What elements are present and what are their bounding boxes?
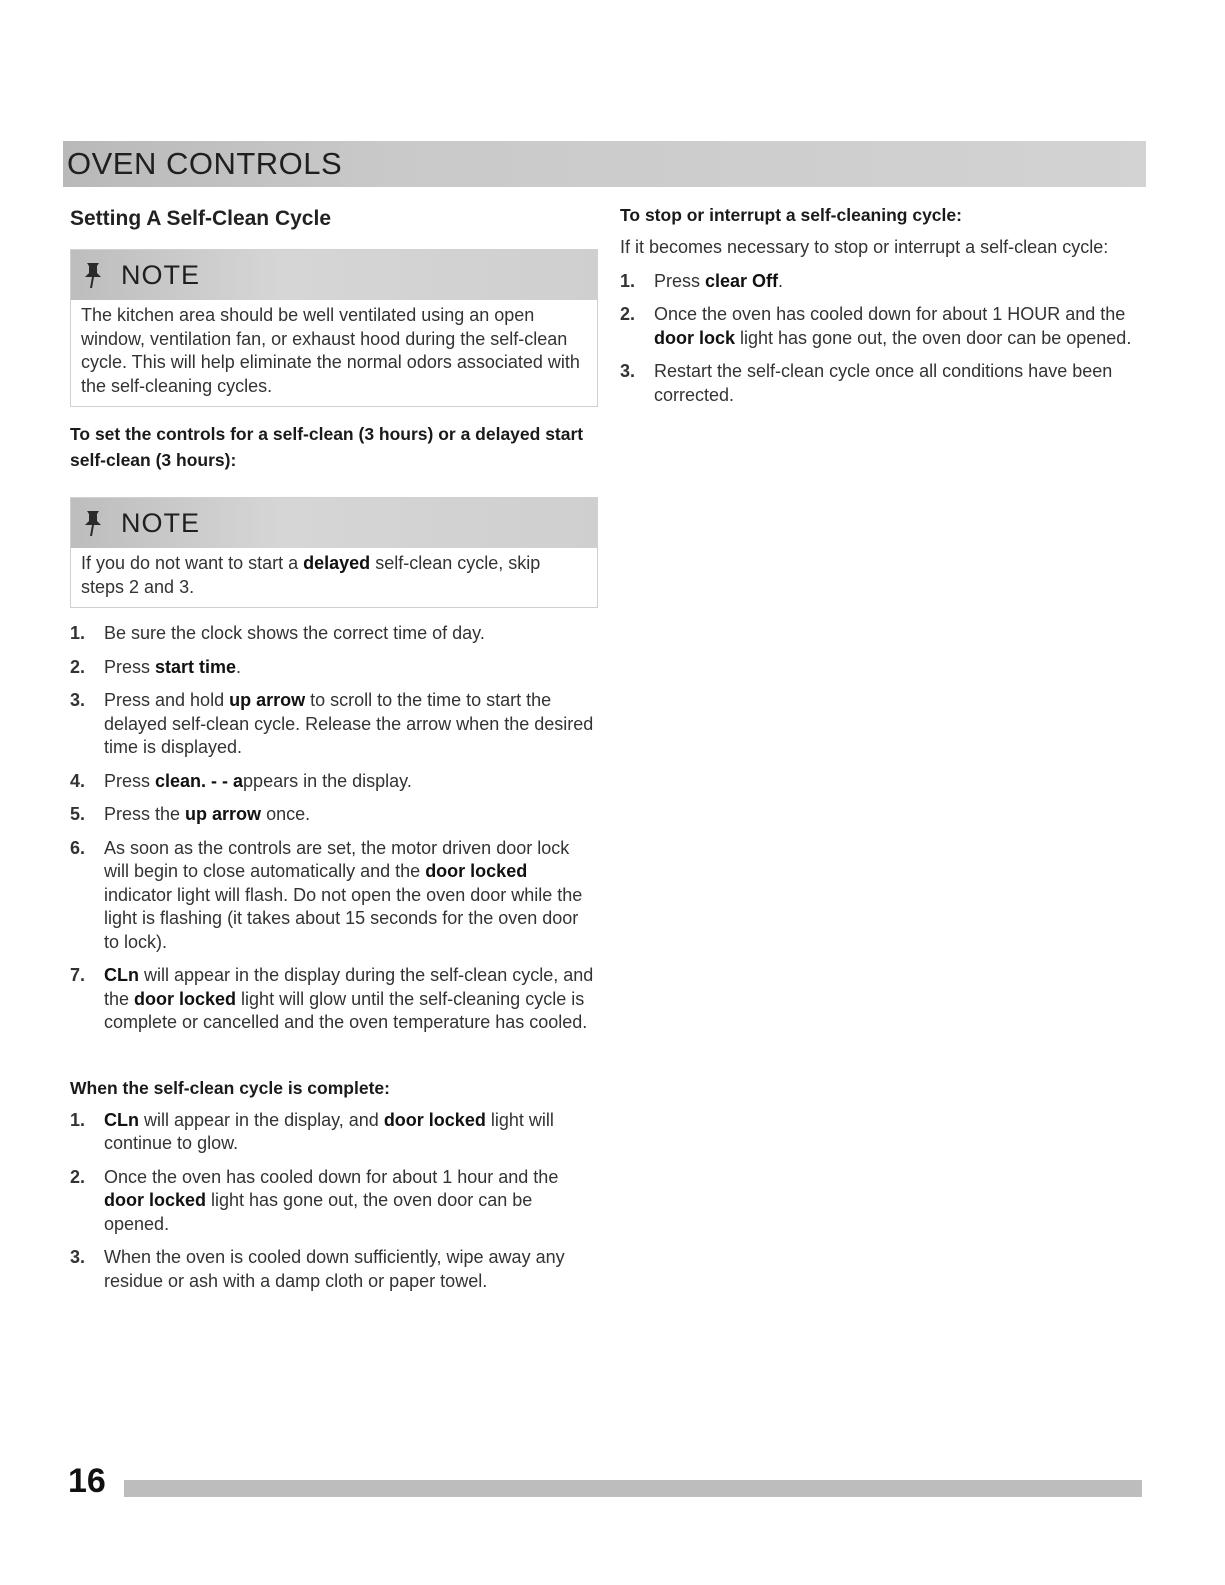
list-item	[620, 360, 1150, 407]
step-bold: up arrow	[229, 690, 306, 710]
note-text-part: self-clean cycle, skip steps 2 and 3.	[81, 553, 541, 597]
note-box-ventilation	[70, 249, 598, 407]
step-text: Once the oven has cooled down for about 1 HOUR and the	[654, 304, 1126, 324]
complete-heading: When the self-clean cycle is complete:	[70, 1077, 390, 1098]
step-text: ppears in the display.	[243, 770, 412, 791]
step-number: 3.	[620, 361, 636, 381]
note-box-delayed	[70, 497, 598, 608]
stop-heading: To stop or interrupt a self-cleaning cycle:	[620, 205, 962, 225]
step-number: 7.	[70, 965, 86, 985]
right-column	[620, 202, 1150, 417]
list-item	[70, 622, 598, 646]
step-bold: up arrow	[185, 804, 262, 824]
list-item	[70, 770, 598, 794]
note-header	[71, 498, 597, 548]
step-number: 2.	[620, 304, 636, 324]
note-text-part: If you do not want to start a	[81, 553, 304, 573]
step-bold: door lock	[654, 327, 736, 348]
step-number: 1.	[620, 270, 636, 291]
note-text: The kitchen area should be well ventilated using an open window, ventilation fan, or exhaust hood during the self-clean cycle. This will help eliminate the normal odors associated with the self-cleaning cycles.	[81, 305, 580, 396]
note-label: NOTE	[121, 508, 201, 538]
section-banner	[63, 141, 1146, 187]
step-text: light will continue to glow.	[104, 1109, 554, 1153]
step-number: 4.	[70, 770, 86, 791]
step-bold: start time	[155, 656, 237, 677]
note-text	[71, 548, 597, 607]
step-number: 3.	[70, 1247, 86, 1267]
step-bold: door locked	[425, 861, 528, 881]
step-bold: clear Off	[705, 270, 779, 291]
step-number: 1.	[70, 1109, 86, 1130]
step-bold: door locked	[134, 988, 237, 1009]
step-number: 5.	[70, 804, 86, 824]
note-text-bold: delayed	[303, 553, 371, 573]
page-title: OVEN CONTROLS	[67, 146, 343, 181]
step-text: Press	[654, 270, 706, 291]
step-text: light has gone out, the oven door can be opened.	[104, 1190, 533, 1234]
list-item	[620, 303, 1150, 350]
left-column	[70, 207, 598, 1303]
step-bold: clean. - - a	[155, 770, 244, 791]
set-controls-heading: To set the controls for a self-clean (3 hours) or a delayed start self-clean (3 hours):	[70, 424, 584, 470]
stop-intro: If it becomes necessary to stop or interrupt a self-clean cycle:	[620, 237, 1109, 257]
step-number: 2.	[70, 1166, 86, 1187]
step-bold: door locked	[104, 1190, 207, 1210]
step-number: 3.	[70, 690, 86, 710]
step-bold: CLn	[104, 1109, 139, 1130]
step-text: will appear in the display during the self-clean cycle, and the	[104, 965, 594, 1009]
step-text: light has gone out, the oven door can be opened.	[735, 327, 1132, 348]
step-number: 1.	[70, 623, 86, 643]
step-bold: door locked	[383, 1109, 486, 1130]
step-text: will appear in the display, and	[139, 1109, 384, 1130]
step-text: Restart the self-clean cycle once all conditions have been corrected.	[654, 361, 1113, 405]
list-item	[70, 689, 598, 760]
step-text: light will glow until the self-cleaning cycle is complete or cancelled and the oven temperature has cooled.	[104, 988, 588, 1032]
step-text: .	[236, 656, 242, 677]
step-text: Be sure the clock shows the correct time of day.	[104, 623, 485, 643]
list-item	[70, 1166, 598, 1237]
step-text: When the oven is cooled down sufficiently, wipe away any residue or ash with a damp cloth or paper towel.	[104, 1247, 565, 1291]
note-header	[71, 250, 597, 300]
step-text: Once the oven has cooled down for about 1 hour and the	[104, 1166, 559, 1187]
page-number: 16	[68, 1462, 106, 1500]
step-text: .	[778, 270, 784, 291]
step-text: once.	[261, 804, 311, 824]
note-label: NOTE	[121, 260, 201, 290]
list-item	[620, 270, 1150, 294]
step-bold: CLn	[104, 965, 139, 985]
step-text: Press the	[104, 804, 186, 824]
step-text: Press	[104, 770, 156, 791]
list-item	[70, 1109, 598, 1156]
step-text: to scroll to the time to start the delayed self-clean cycle. Release the arrow when the desired time is displayed.	[104, 690, 594, 757]
pushpin-icon	[81, 509, 105, 537]
pushpin-icon	[81, 261, 105, 289]
self-clean-steps	[70, 622, 598, 1035]
list-item	[70, 837, 598, 955]
list-item	[70, 964, 598, 1035]
stop-steps	[620, 270, 1150, 408]
step-text: indicator light will flash. Do not open the oven door while the light is flashing (it takes about 15 seconds for the oven door to lock).	[104, 884, 583, 952]
list-item	[70, 803, 598, 827]
section-title: Setting A Self-Clean Cycle	[70, 207, 332, 230]
step-text: Press	[104, 656, 156, 677]
step-number: 2.	[70, 656, 86, 677]
step-text: As soon as the controls are set, the motor driven door lock will begin to close automatically and the	[104, 837, 570, 881]
complete-steps	[70, 1109, 598, 1294]
step-number: 6.	[70, 837, 86, 858]
list-item	[70, 1246, 598, 1293]
step-text: Press and hold	[104, 690, 230, 710]
footer-bar	[124, 1480, 1142, 1497]
list-item	[70, 656, 598, 680]
